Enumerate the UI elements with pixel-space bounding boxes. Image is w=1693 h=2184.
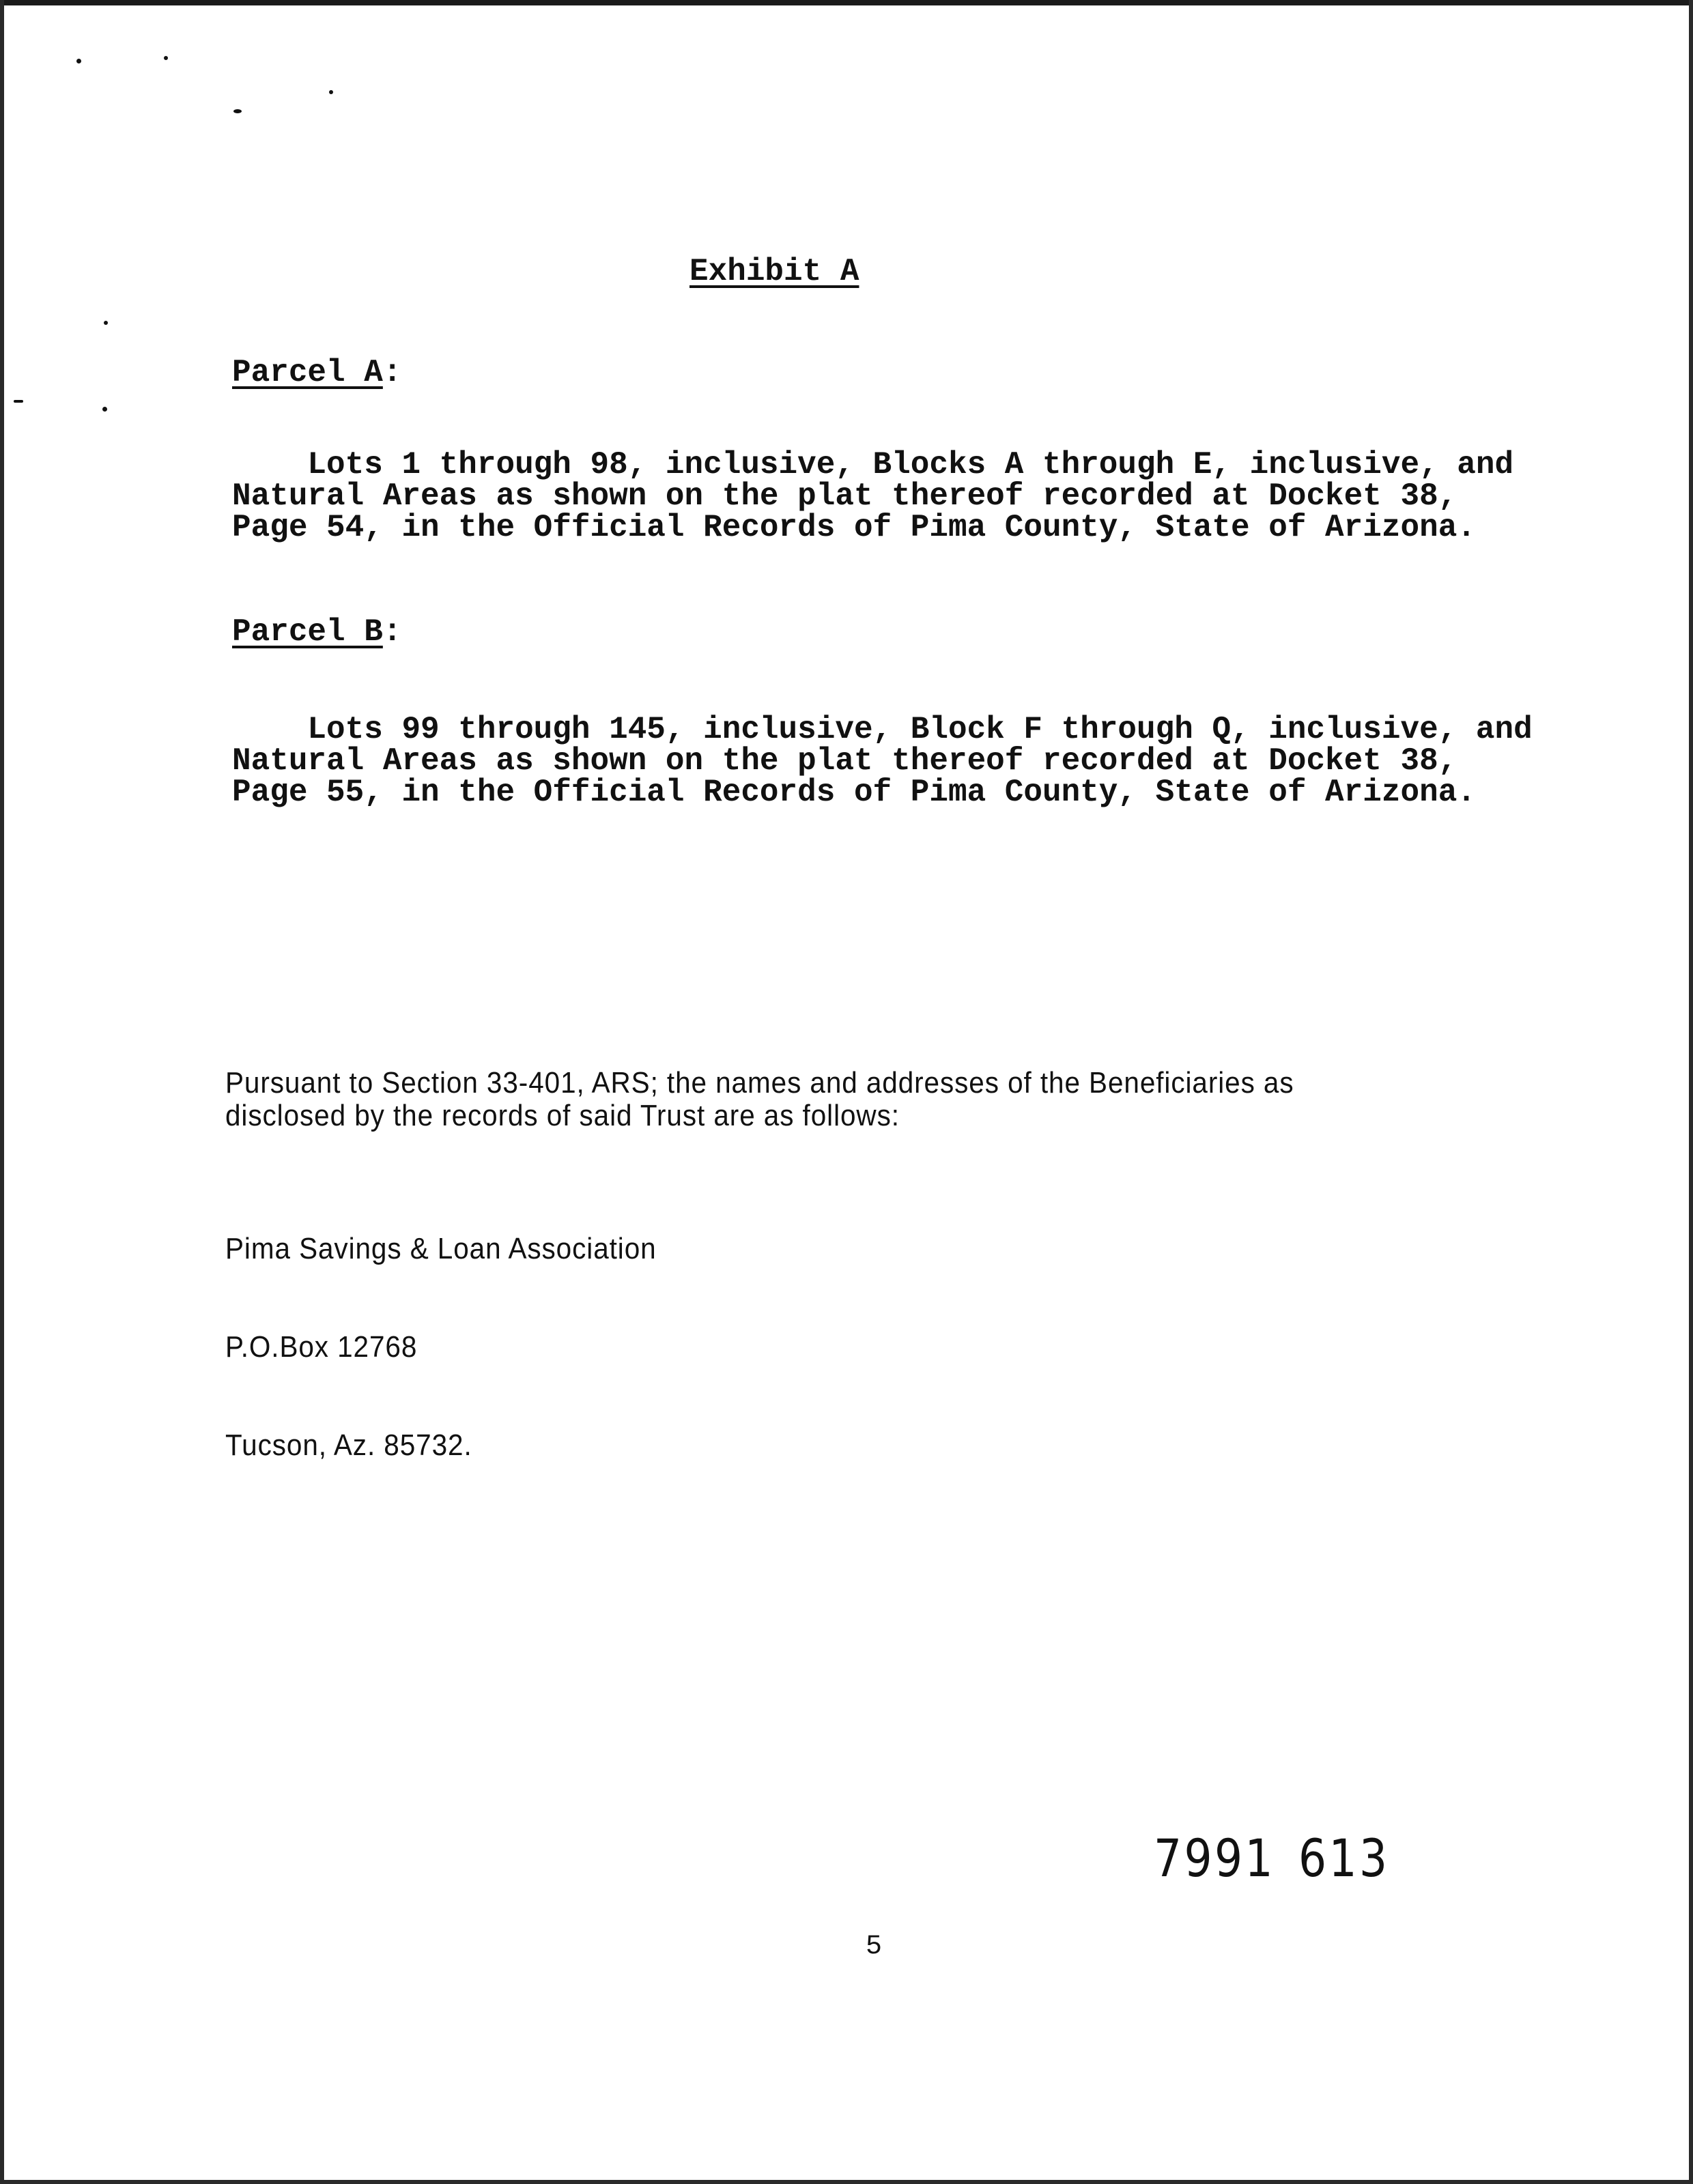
document-title: Exhibit A (689, 254, 859, 289)
scan-edge-left (0, 0, 4, 2184)
scan-edge-right (1689, 0, 1693, 2184)
parcel-b-description (232, 682, 1552, 839)
scan-speck (76, 59, 81, 63)
page-number: 5 (866, 1931, 883, 1962)
beneficiary-address-block (225, 1167, 1356, 1527)
parcel-a-text: Lots 1 through 98, inclusive, Blocks A through E, inclusive, and Natural Areas as shown on the plat thereof recorded at Docket 38, Page 54, in the Official Records of Pima County, State of Arizona. (232, 447, 1533, 545)
scan-speck (164, 56, 168, 60)
parcel-b-text: Lots 99 through 145, inclusive, Block F through Q, inclusive, and Natural Areas as shown on the plat thereof recorded at Docket 38, Page 55, in the Official Records of Pima County, State of Arizona. (232, 712, 1552, 810)
scan-speck (14, 400, 23, 403)
scan-speck (104, 321, 108, 325)
beneficiary-name: Pima Savings & Loan Association (225, 1232, 657, 1265)
beneficiaries-statement: Pursuant to Section 33-401, ARS; the names and addresses of the Beneficiaries as disclosed by the records of said Trust are as follows: (225, 1066, 1303, 1132)
parcel-a-heading: Parcel A: (232, 355, 402, 390)
beneficiary-address-line1: P.O.Box 12768 (225, 1330, 418, 1364)
parcel-b-heading: Parcel B: (232, 614, 402, 650)
parcel-a-description (232, 418, 1543, 575)
scan-edge-bottom (0, 2180, 1693, 2184)
beneficiary-address-line2: Tucson, Az. 85732. (225, 1428, 472, 1462)
scan-speck (233, 109, 242, 113)
parcel-b-label: Parcel B (232, 614, 383, 650)
parcel-a-label: Parcel A (232, 355, 383, 390)
recording-page-number: 613 (1298, 1828, 1390, 1888)
recording-number (1154, 1828, 1390, 1888)
scan-speck (329, 90, 333, 94)
recording-docket-number: 7991 (1154, 1828, 1276, 1888)
scan-speck (102, 407, 107, 412)
scan-edge-top (0, 0, 1693, 5)
